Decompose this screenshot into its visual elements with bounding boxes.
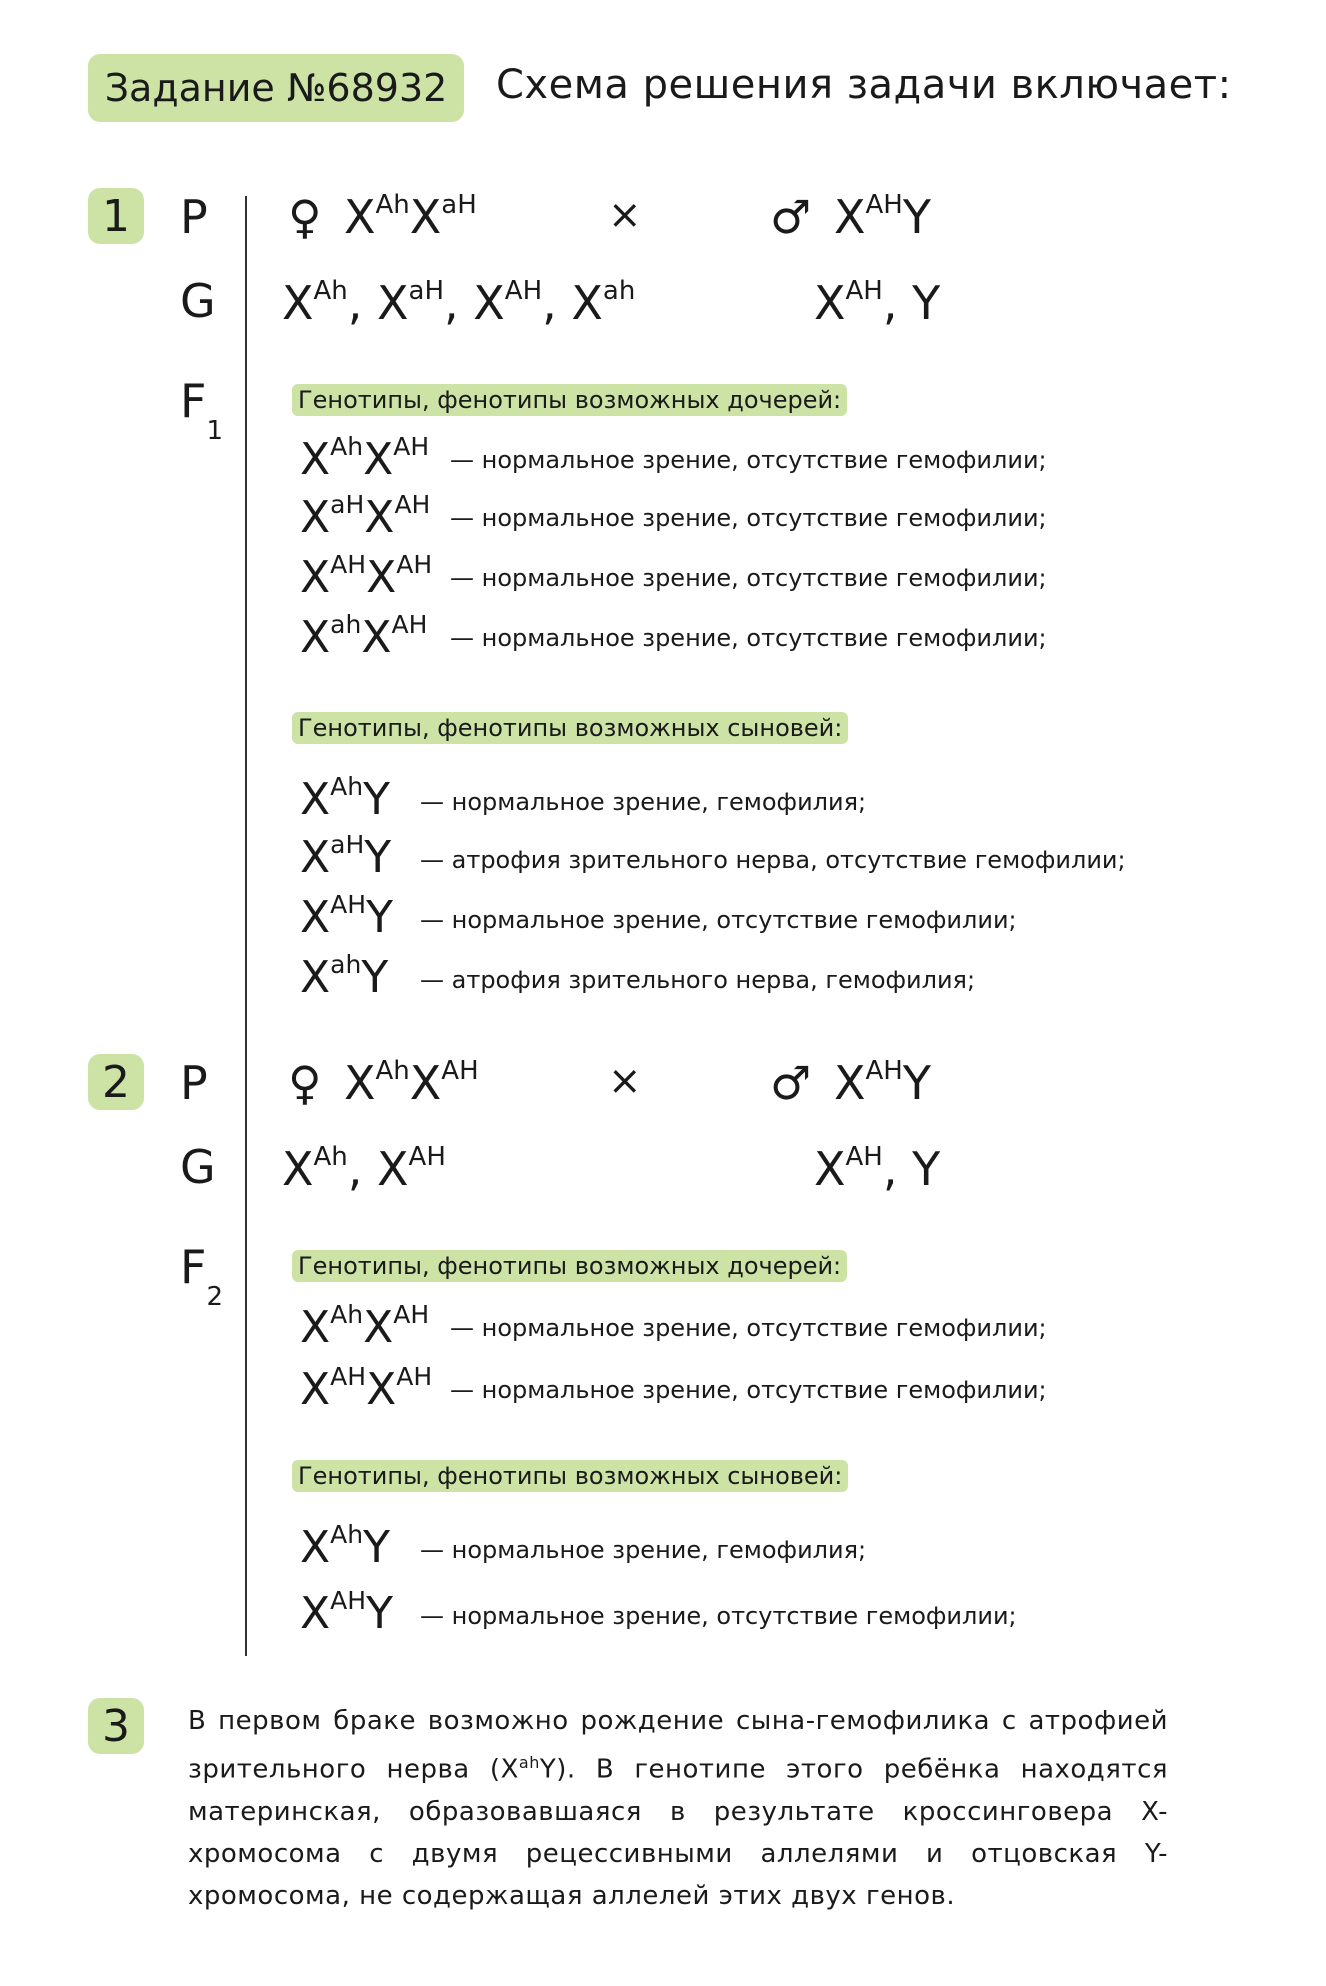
step-1-son-genotype: $X^{aH}Y$ [300,830,392,883]
step-1-female-genotype: $X^{Ah}X^{aH}$ [344,190,477,244]
female-symbol-icon: ♀ [288,1056,322,1110]
task-number-badge [88,54,464,122]
step-3-badge [88,1698,144,1754]
step-1-daughter-phenotype: — нормальное зрение, отсутствие гемофилии; [450,504,1047,532]
step-2-male-gametes: $X^{AH}$, Y [814,1142,941,1196]
female-symbol-icon: ♀ [288,190,322,244]
step-1-offspring-label: $F_1$ [180,374,224,446]
step-1-daughter-genotype: $X^{Ah}X^{AH}$ [300,432,430,485]
step-2-female-genotype: $X^{Ah}X^{AH}$ [344,1056,479,1110]
step-3-number: 3 [102,1700,130,1752]
step-1-son-phenotype: — нормальное зрение, гемофилия; [420,788,867,816]
step-1-badge [88,188,144,244]
step-1-sons-heading: Генотипы, фенотипы возможных сыновей: [292,712,848,744]
step-1-daughter-phenotype: — нормальное зрение, отсутствие гемофилии; [450,624,1047,652]
step-1-daughter-genotype: $X^{AH}X^{AH}$ [300,550,433,603]
step-2-male-genotype: $X^{AH}Y$ [834,1056,931,1110]
step-1-son-phenotype: — атрофия зрительного нерва, гемофилия; [420,966,976,994]
page-title: Схема решения задачи включает: [496,62,1232,108]
step-2-offspring-label: $F_2$ [180,1240,224,1312]
step-1-female-gametes: $X^{Ah}$, $X^{aH}$, $X^{AH}$, $X^{ah}$ [282,276,636,330]
step-2-sons-heading: Генотипы, фенотипы возможных сыновей: [292,1460,848,1492]
step-1-daughter-phenotype: — нормальное зрение, отсутствие гемофилии; [450,446,1047,474]
scheme-divider [245,196,247,1656]
task-number-label: Задание №68932 [104,66,448,110]
male-symbol-icon: ♂ [770,1056,812,1110]
step-2-parents-label: P [180,1056,208,1110]
step-2-daughter-phenotype: — нормальное зрение, отсутствие гемофилии; [450,1376,1047,1404]
step-1-son-genotype: $X^{ah}Y$ [300,950,389,1003]
step-2-badge [88,1054,144,1110]
step-2-daughter-genotype: $X^{AH}X^{AH}$ [300,1362,433,1415]
step-2-female-gametes: $X^{Ah}$, $X^{AH}$ [282,1142,446,1196]
step-2-gametes-label: G [180,1140,216,1194]
step-2-son-genotype: $X^{Ah}Y$ [300,1520,390,1573]
step-1-male-genotype: $X^{AH}Y$ [834,190,931,244]
step-1-son-genotype: $X^{Ah}Y$ [300,772,390,825]
step-2-son-phenotype: — нормальное зрение, отсутствие гемофилии; [420,1602,1017,1630]
step-1-daughters-heading: Генотипы, фенотипы возможных дочерей: [292,384,847,416]
conclusion-paragraph: В первом браке возможно рождение сына-гемофилика с атрофией зрительного нерва $(X^{ah}Y)$. В генотипе этого ребёнка находятся материнская, образовавшаяся в результате кроссинговера X-хромосома с двумя рецессивными аллелями и отцовская Y-хромосома, не содержащая аллелей этих двух генов. [188,1706,1169,1911]
step-1-son-phenotype: — атрофия зрительного нерва, отсутствие гемофилии; [420,846,1126,874]
step-1-daughter-genotype: $X^{aH}X^{AH}$ [300,490,431,543]
step-1-number: 1 [102,190,130,242]
step-2-daughter-phenotype: — нормальное зрение, отсутствие гемофилии; [450,1314,1047,1342]
step-1-son-genotype: $X^{AH}Y$ [300,890,393,943]
step-1-daughter-genotype: $X^{ah}X^{AH}$ [300,610,428,663]
cross-symbol: × [608,192,642,238]
cross-symbol: × [608,1058,642,1104]
step-2-son-phenotype: — нормальное зрение, гемофилия; [420,1536,867,1564]
step-1-daughter-phenotype: — нормальное зрение, отсутствие гемофилии; [450,564,1047,592]
step-2-son-genotype: $X^{AH}Y$ [300,1586,393,1639]
step-2-daughter-genotype: $X^{Ah}X^{AH}$ [300,1300,430,1353]
step-1-gametes-label: G [180,274,216,328]
step-1-male-gametes: $X^{AH}$, Y [814,276,941,330]
step-2-daughters-heading: Генотипы, фенотипы возможных дочерей: [292,1250,847,1282]
step-1-son-phenotype: — нормальное зрение, отсутствие гемофилии; [420,906,1017,934]
male-symbol-icon: ♂ [770,190,812,244]
step-2-number: 2 [102,1056,130,1108]
step-1-parents-label: P [180,190,208,244]
